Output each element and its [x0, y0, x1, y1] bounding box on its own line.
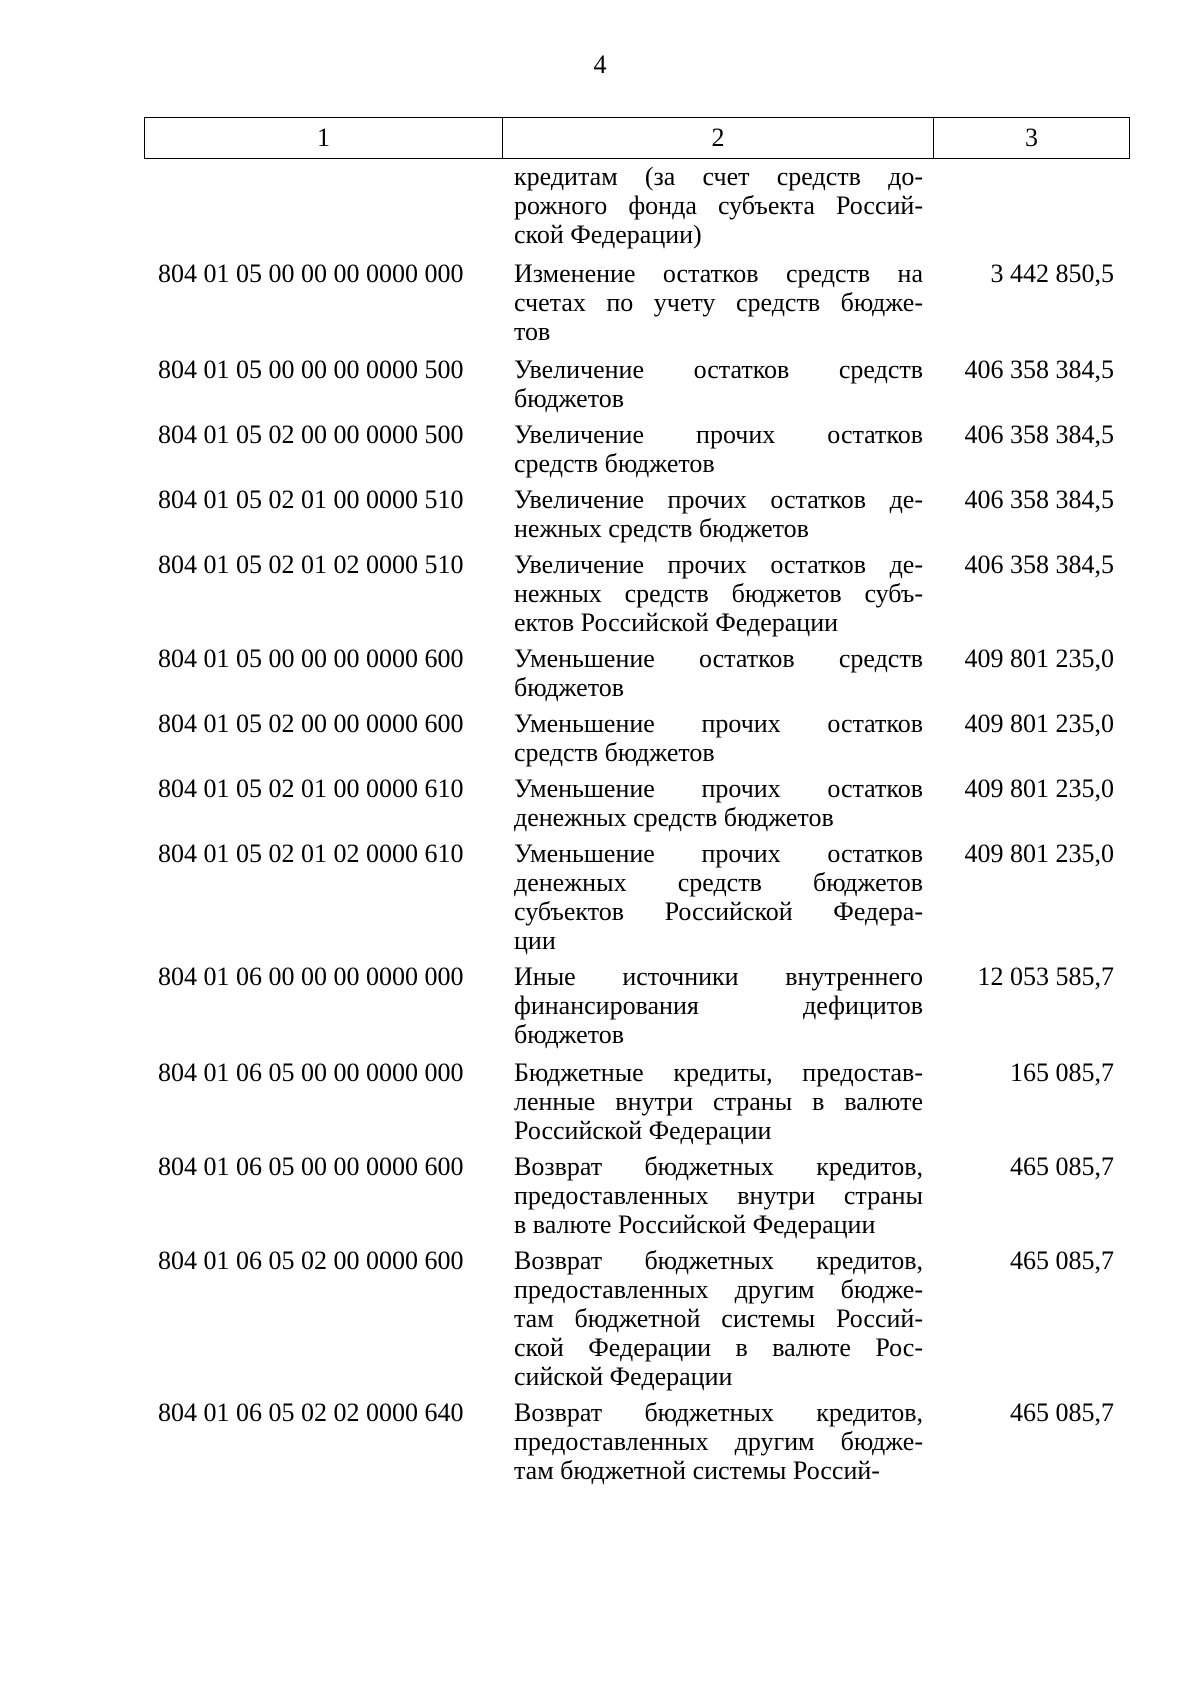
- table-row: [144, 644, 1130, 702]
- amount-value: 465 085,7: [1010, 1398, 1114, 1427]
- item-name: [502, 774, 933, 832]
- item-name: [502, 1152, 933, 1239]
- item-name-line: нежных средств бюджетов субъ-: [514, 579, 923, 608]
- item-name-line: Увеличение прочих остатков де-: [514, 550, 923, 579]
- item-name-line: предоставленных другим бюдже-: [514, 1275, 923, 1304]
- item-name-line: ции: [514, 926, 556, 955]
- table-body: [144, 162, 1130, 1492]
- amount-value: 12 053 585,7: [977, 962, 1114, 991]
- amount-value: 406 358 384,5: [964, 485, 1114, 514]
- item-name-line: Возврат бюджетных кредитов,: [514, 1398, 923, 1427]
- item-name-line: ектов Российской Федерации: [514, 608, 839, 637]
- amount-value: 465 085,7: [1010, 1152, 1114, 1181]
- amount-value: 465 085,7: [1010, 1246, 1114, 1275]
- amount-value: 409 801 235,0: [964, 644, 1114, 673]
- item-name-line: денежных средств бюджетов: [514, 868, 923, 897]
- item-name: [502, 550, 933, 637]
- budget-code: 804 01 05 00 00 00 0000 600: [158, 644, 464, 673]
- table-row: [144, 839, 1130, 955]
- item-name-line: бюджетов: [514, 384, 625, 413]
- item-name-line: сийской Федерации: [514, 1362, 733, 1391]
- item-name-line: ской Федерации в валюте Рос-: [514, 1333, 923, 1362]
- item-name-line: Российской Федерации: [514, 1116, 772, 1145]
- item-name-line: Уменьшение прочих остатков: [514, 839, 923, 868]
- budget-code: 804 01 05 02 01 02 0000 510: [158, 550, 464, 579]
- item-name-line: Иные источники внутреннего: [514, 962, 923, 991]
- item-name: [502, 644, 933, 702]
- budget-code: 804 01 06 05 00 00 0000 000: [158, 1058, 464, 1087]
- table-row: [144, 485, 1130, 543]
- item-name: [502, 485, 933, 543]
- item-name-line: предоставленных внутри страны: [514, 1181, 923, 1210]
- item-name-line: денежных средств бюджетов: [514, 803, 834, 832]
- page-number: 4: [593, 50, 607, 79]
- item-name: [502, 1246, 933, 1391]
- item-name: [502, 259, 933, 346]
- budget-code: 804 01 05 02 01 00 0000 610: [158, 774, 464, 803]
- item-name-line: Возврат бюджетных кредитов,: [514, 1246, 923, 1275]
- item-name-line: средств бюджетов: [514, 738, 715, 767]
- item-name-line: Увеличение прочих остатков: [514, 420, 923, 449]
- header-col-1: 1: [145, 118, 503, 158]
- item-name: [502, 162, 933, 249]
- item-name-line: предоставленных другим бюдже-: [514, 1427, 923, 1456]
- table-row: [144, 1398, 1130, 1485]
- item-name-line: рожного фонда субъекта Россий-: [514, 191, 923, 220]
- budget-code: 804 01 05 02 01 02 0000 610: [158, 839, 464, 868]
- item-name-line: Изменение остатков средств на: [514, 259, 923, 288]
- table-row: [144, 1152, 1130, 1239]
- item-name: [502, 962, 933, 1049]
- item-name-line: ской Федерации): [514, 220, 702, 249]
- amount-value: 3 442 850,5: [990, 259, 1114, 288]
- item-name-line: там бюджетной системы Россий-: [514, 1456, 880, 1485]
- item-name-line: в валюте Российской Федерации: [514, 1210, 876, 1239]
- item-name-line: бюджетов: [514, 1020, 625, 1049]
- budget-code: 804 01 06 05 02 02 0000 640: [158, 1398, 464, 1427]
- item-name-line: тов: [514, 317, 551, 346]
- item-name: [502, 839, 933, 955]
- table-row: [144, 709, 1130, 767]
- item-name: [502, 709, 933, 767]
- table-row: [144, 162, 1130, 249]
- header-col-3: 3: [1025, 123, 1038, 152]
- item-name-line: бюджетов: [514, 673, 625, 702]
- item-name-line: финансирования дефицитов: [514, 991, 923, 1020]
- table-row: [144, 550, 1130, 637]
- budget-code: 804 01 05 00 00 00 0000 000: [158, 259, 464, 288]
- item-name-line: Бюджетные кредиты, предостав-: [514, 1058, 923, 1087]
- budget-code: 804 01 05 00 00 00 0000 500: [158, 355, 464, 384]
- item-name-line: ленные внутри страны в валюте: [514, 1087, 923, 1116]
- item-name: [502, 355, 933, 413]
- item-name-line: счетах по учету средств бюдже-: [514, 288, 923, 317]
- item-name: [502, 1058, 933, 1145]
- item-name-line: Увеличение прочих остатков де-: [514, 485, 923, 514]
- item-name-line: Возврат бюджетных кредитов,: [514, 1152, 923, 1181]
- item-name-line: субъектов Российской Федера-: [514, 897, 923, 926]
- amount-value: 165 085,7: [1010, 1058, 1114, 1087]
- table-row: [144, 355, 1130, 413]
- amount-value: 409 801 235,0: [964, 839, 1114, 868]
- item-name-line: Увеличение остатков средств: [514, 355, 923, 384]
- table-header: [144, 117, 1130, 159]
- amount-value: 406 358 384,5: [964, 420, 1114, 449]
- budget-code: 804 01 06 00 00 00 0000 000: [158, 962, 464, 991]
- item-name-line: Уменьшение прочих остатков: [514, 709, 923, 738]
- budget-code: 804 01 05 02 00 00 0000 500: [158, 420, 464, 449]
- item-name: [502, 420, 933, 478]
- table-row: [144, 420, 1130, 478]
- item-name: [502, 1398, 933, 1485]
- amount-value: 406 358 384,5: [964, 355, 1114, 384]
- amount-value: 406 358 384,5: [964, 550, 1114, 579]
- amount-value: 409 801 235,0: [964, 709, 1114, 738]
- table-row: [144, 962, 1130, 1049]
- item-name-line: средств бюджетов: [514, 449, 715, 478]
- item-name-line: нежных средств бюджетов: [514, 514, 809, 543]
- budget-code: 804 01 06 05 00 00 0000 600: [158, 1152, 464, 1181]
- budget-code: 804 01 06 05 02 00 0000 600: [158, 1246, 464, 1275]
- table-row: [144, 774, 1130, 832]
- table-row: [144, 1246, 1130, 1391]
- table-row: [144, 1058, 1130, 1145]
- item-name-line: Уменьшение остатков средств: [514, 644, 923, 673]
- amount-value: 409 801 235,0: [964, 774, 1114, 803]
- budget-code: 804 01 05 02 01 00 0000 510: [158, 485, 464, 514]
- item-name-line: Уменьшение прочих остатков: [514, 774, 923, 803]
- item-name-line: кредитам (за счет средств до-: [514, 162, 923, 191]
- budget-code: 804 01 05 02 00 00 0000 600: [158, 709, 464, 738]
- item-name-line: там бюджетной системы Россий-: [514, 1304, 923, 1333]
- header-col-2: 2: [503, 118, 934, 158]
- table-row: [144, 259, 1130, 346]
